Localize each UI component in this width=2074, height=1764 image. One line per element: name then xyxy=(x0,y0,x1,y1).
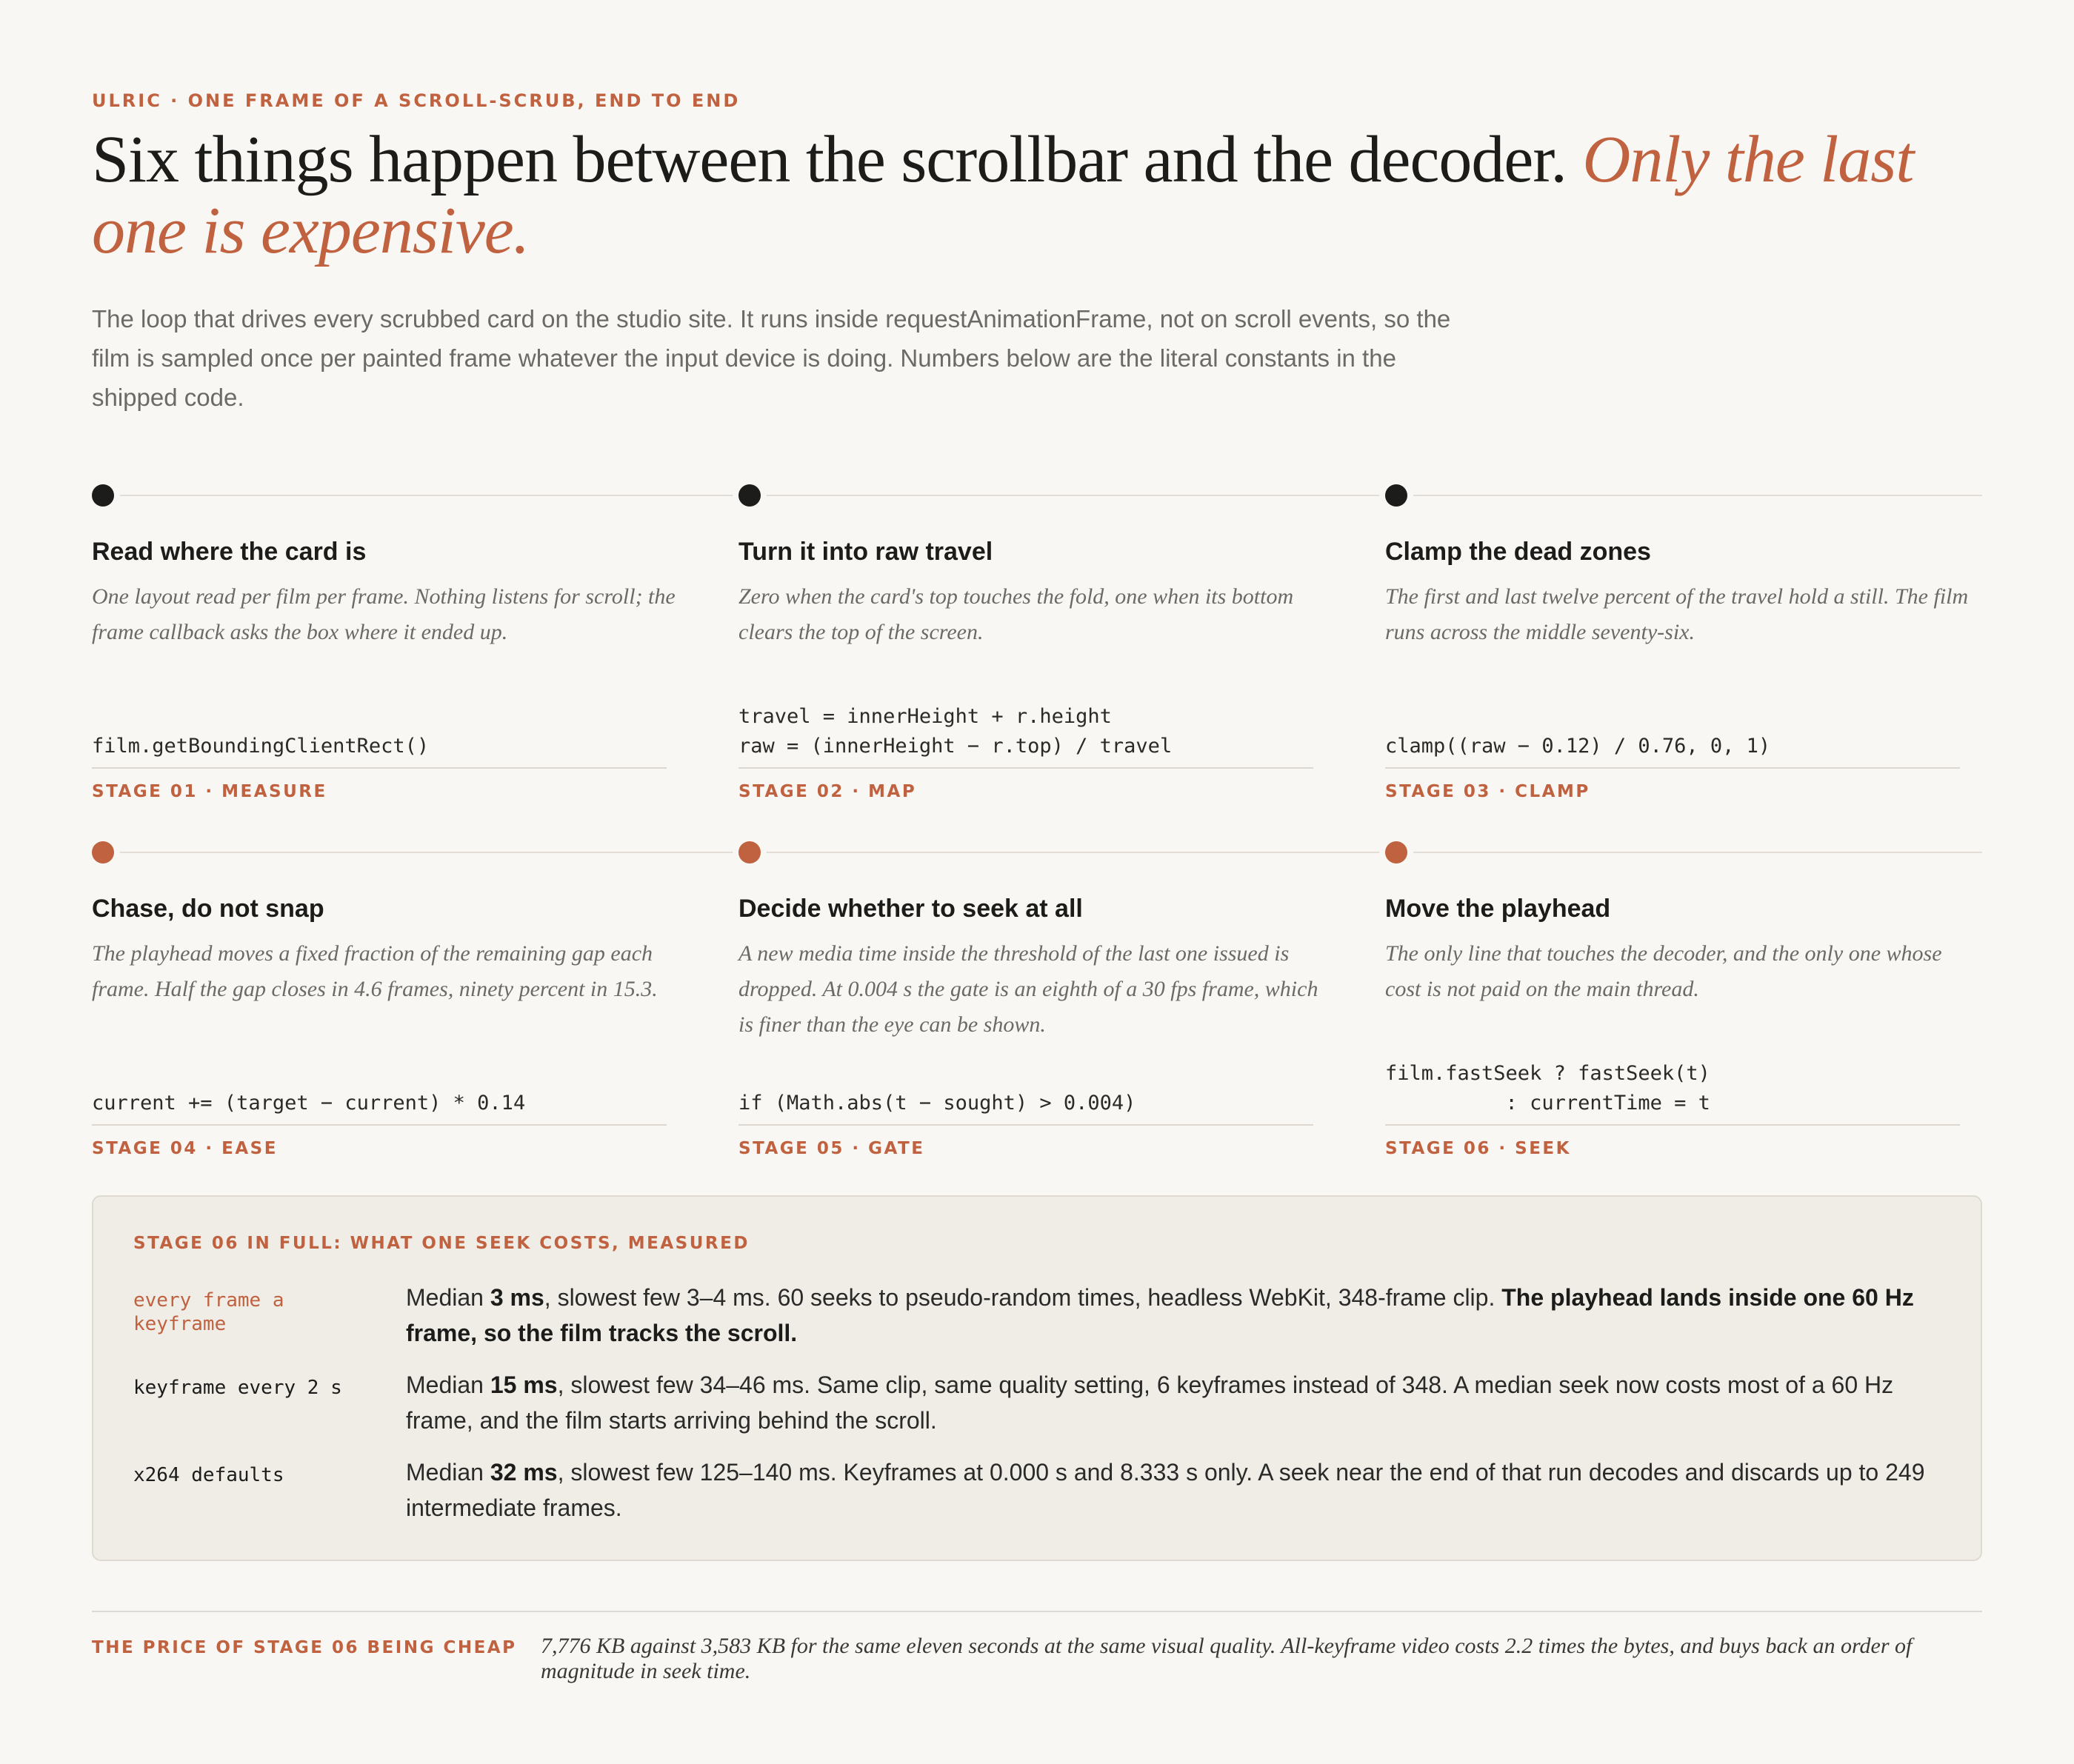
stage-marker-dot xyxy=(1385,841,1407,863)
stage-marker-dot xyxy=(738,484,761,507)
eyebrow: ULRIC · ONE FRAME OF A SCROLL-SCRUB, END TO END xyxy=(92,90,741,111)
code-snippet: if (Math.abs(t − sought) > 0.004) xyxy=(738,1092,1136,1115)
stage-divider xyxy=(1385,1124,1960,1126)
stage-card xyxy=(738,831,1318,1158)
stage-card xyxy=(738,474,1313,801)
stage-marker-dot xyxy=(738,841,761,863)
stage-row-2 xyxy=(92,831,1982,1157)
stage-card xyxy=(1385,831,1960,1158)
stage-divider xyxy=(738,1124,1313,1126)
panel-title: STAGE 06 IN FULL: WHAT ONE SEEK COSTS, MEASURED xyxy=(133,1234,750,1253)
stage-divider xyxy=(738,767,1313,769)
cost-text-pre: Median xyxy=(406,1284,490,1311)
cost-median: 3 ms xyxy=(490,1284,544,1311)
cost-text-pre: Median xyxy=(406,1459,490,1486)
cost-key: x264 defaults xyxy=(133,1464,284,1486)
stage-title: Chase, do not snap xyxy=(92,895,324,923)
cost-key: every frame a keyframe xyxy=(133,1289,284,1335)
footer-label: THE PRICE OF STAGE 06 BEING CHEAP xyxy=(92,1638,517,1657)
stage-divider xyxy=(1385,767,1960,769)
cost-median: 15 ms xyxy=(490,1372,558,1398)
stage-description: The first and last twelve percent of the travel hold a still. The film runs across the middle seventy-six. xyxy=(1385,584,1969,644)
stage-title: Move the playhead xyxy=(1385,895,1611,923)
stage-marker-dot xyxy=(1385,484,1407,507)
stage-card xyxy=(92,474,676,801)
cost-description xyxy=(406,1454,1947,1526)
stage-description: Zero when the card's top touches the fold, one when its bottom clears the top of the screen. xyxy=(738,584,1294,644)
stage-title: Decide whether to seek at all xyxy=(738,895,1083,923)
page-title xyxy=(92,124,1988,267)
cost-text-post: , slowest few 3–4 ms. 60 seeks to pseudo-random times, headless WebKit, 348-frame clip. xyxy=(544,1284,1502,1311)
code-snippet: film.fastSeek ? fastSeek(t) : currentTime = t xyxy=(1385,1062,1710,1115)
headline-main: Six things happen between the scrollbar and the decoder. xyxy=(92,123,1567,196)
stage-label: STAGE 02 · MAP xyxy=(738,782,917,801)
code-snippet: current += (target − current) * 0.14 xyxy=(92,1092,526,1115)
cost-description xyxy=(406,1280,1947,1351)
stage-title: Turn it into raw travel xyxy=(738,538,993,566)
stage-row-1 xyxy=(92,474,1982,800)
cost-conclusion: The playhead lands inside one 60 Hz frame, so the film tracks the scroll. xyxy=(406,1284,1914,1346)
stage-card xyxy=(92,831,667,1158)
cost-text-post: , slowest few 125–140 ms. Keyframes at 0.000 s and 8.333 s only. A seek near the end of that run decodes and discards up to 249 intermediate frames. xyxy=(406,1459,1925,1521)
stage-divider xyxy=(92,1124,667,1126)
stage-label: STAGE 04 · EASE xyxy=(92,1139,278,1158)
stage-label: STAGE 06 · SEEK xyxy=(1385,1139,1571,1158)
cost-key: keyframe every 2 s xyxy=(133,1377,342,1399)
stage-marker-dot xyxy=(92,841,114,863)
code-snippet: travel = innerHeight + r.height raw = (innerHeight − r.top) / travel xyxy=(738,705,1173,758)
stage-label: STAGE 01 · MEASURE xyxy=(92,782,327,801)
stage-label: STAGE 05 · GATE xyxy=(738,1139,925,1158)
headline-accent: Only the last one is expensive. xyxy=(92,123,1914,267)
stage-card xyxy=(1385,474,1969,801)
stage-description: The only line that touches the decoder, and the only one whose cost is not paid on the main thread. xyxy=(1385,941,1942,1001)
cost-description xyxy=(406,1367,1947,1438)
stage-marker-dot xyxy=(92,484,114,507)
stage-description: The playhead moves a fixed fraction of the remaining gap each frame. Half the gap closes in 4.6 frames, ninety percent in 15.3. xyxy=(92,941,658,1001)
cost-median: 32 ms xyxy=(490,1459,558,1486)
code-snippet: clamp((raw − 0.12) / 0.76, 0, 1) xyxy=(1385,735,1771,758)
code-snippet: film.getBoundingClientRect() xyxy=(92,735,430,758)
footer-divider xyxy=(92,1611,1982,1612)
seek-cost-panel xyxy=(92,1195,1982,1561)
lede-paragraph: The loop that drives every scrubbed card on the studio site. It runs inside requestAnimationFrame, not on scroll events, so the film is sampled once per painted frame whatever the input device is doing. Numbers below are the literal constants in the shipped code. xyxy=(92,305,1451,411)
stage-title: Clamp the dead zones xyxy=(1385,538,1651,566)
cost-text-post: , slowest few 34–46 ms. Same clip, same quality setting, 6 keyframes instead of 348. A median seek now costs most of a 60 Hz frame, and the film starts arriving behind the scroll. xyxy=(406,1372,1894,1434)
stage-divider xyxy=(92,767,667,769)
stage-title: Read where the card is xyxy=(92,538,367,566)
footer-note: 7,776 KB against 3,583 KB for the same eleven seconds at the same visual quality. All-keyframe video costs 2.2 times the bytes, and buys back an order of magnitude in seek time. xyxy=(541,1634,1913,1683)
stage-description: One layout read per film per frame. Nothing listens for scroll; the frame callback asks the box where it ended up. xyxy=(92,584,676,644)
stage-description: A new media time inside the threshold of the last one issued is dropped. At 0.004 s the gate is an eighth of a 30 fps frame, which is finer than the eye can be shown. xyxy=(738,941,1318,1037)
stage-label: STAGE 03 · CLAMP xyxy=(1385,782,1590,801)
cost-text-pre: Median xyxy=(406,1372,490,1398)
